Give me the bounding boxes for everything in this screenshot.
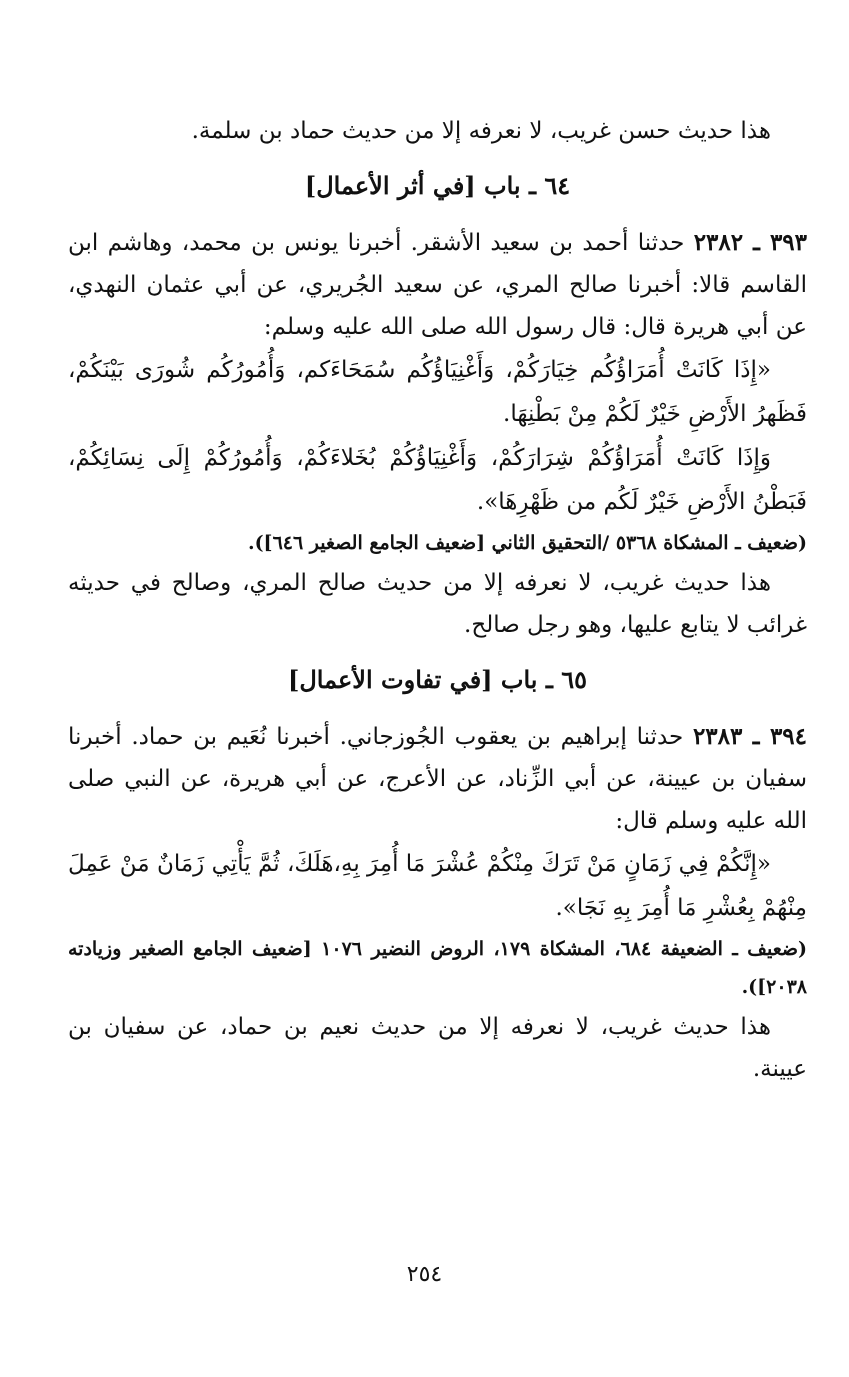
hadith-394-isnad <box>68 716 807 842</box>
hadith-number: ٣٩٣ ـ ٢٣٨٢ <box>693 229 807 256</box>
hadith-393-grade: (ضعيف ـ المشكاة ٥٣٦٨ /التحقيق الثاني [ضعيف الجامع الصغير ٦٤٦]). <box>247 532 807 554</box>
top-paragraph: هذا حديث حسن غريب، لا نعرفه إلا من حديث حماد بن سلمة. <box>191 118 771 144</box>
hadith-394-matn: «إِنَّكُمْ فِي زَمَانٍ مَنْ تَرَكَ مِنْكُمْ عُشْرَ مَا أُمِرَ بِهِ،هَلَكَ، ثُمَّ يَأْتِي زَمَانٌ مَنْ عَمِلَ مِنْهُمْ بِعُشْرِ مَا أُمِرَ بِهِ نَجَا». <box>68 851 807 921</box>
hadith-393-comment: هذا حديث غريب، لا نعرفه إلا من حديث صالح المري، وصالح في حديثه غرائب لا يتابع عليها، وهو رجل صالح. <box>68 570 807 638</box>
hadith-393-matn-1: «إِذَا كَانَتْ أُمَرَاؤُكُم خِيَارَكُمْ، وَأَغْنِيَاؤُكُم سُمَحَاءَكم، وَأُمُورُكُم شُورَى بَيْنَكُمْ، فَظَهرُ الأَرْضِ خَيْرٌ لَكُمْ مِنْ بَطْنِهَا. <box>68 357 807 427</box>
hadith-394-grade: (ضعيف ـ الضعيفة ٦٨٤، المشكاة ١٧٩، الروض النضير ١٠٧٦ [ضعيف الجامع الصغير وزيادته ٢٠٣٨]). <box>68 938 807 998</box>
hadith-394-comment: هذا حديث غريب، لا نعرفه إلا من حديث نعيم بن حماد، عن سفيان بن عيينة. <box>68 1014 807 1082</box>
page-body <box>68 110 807 1090</box>
page-number: ٢٥٤ <box>406 1262 443 1287</box>
isnad-text: حدثنا إبراهيم بن يعقوب الجُوزجاني. أخبرنا نُعَيم بن حماد. أخبرنا سفيان بن عيينة، عن أبي الزِّناد، عن الأعرج، عن أبي هريرة، عن النبي صلى الله عليه وسلم قال: <box>68 724 807 834</box>
section-heading-64: ٦٤ ـ باب [في أثر الأعمال] <box>304 171 571 200</box>
hadith-393-matn-2: وَإِذَا كَانَتْ أُمَرَاؤُكُمْ شِرَارَكُمْ، وَأَغْنِيَاؤُكُمْ بُخَلاءَكُمْ، وَأُمُورُكُمْ إِلَى نِسَائِكُمْ، فَبَطْنُ الأَرْضِ خَيْرٌ لَكُم من ظَهْرِهَا». <box>68 445 807 515</box>
isnad-text: حدثنا أحمد بن سعيد الأشقر. أخبرنا يونس بن محمد، وهاشم ابن القاسم قالا: أخبرنا صالح المري، عن سعيد الجُريري، عن أبي عثمان النهدي، عن أبي هريرة قال: قال رسول الله صلى الله عليه وسلم: <box>68 230 807 340</box>
section-heading-65: ٦٥ ـ باب [في تفاوت الأعمال] <box>288 665 587 694</box>
hadith-number: ٣٩٤ ـ ٢٣٨٣ <box>692 723 807 750</box>
hadith-393-isnad <box>68 222 807 348</box>
